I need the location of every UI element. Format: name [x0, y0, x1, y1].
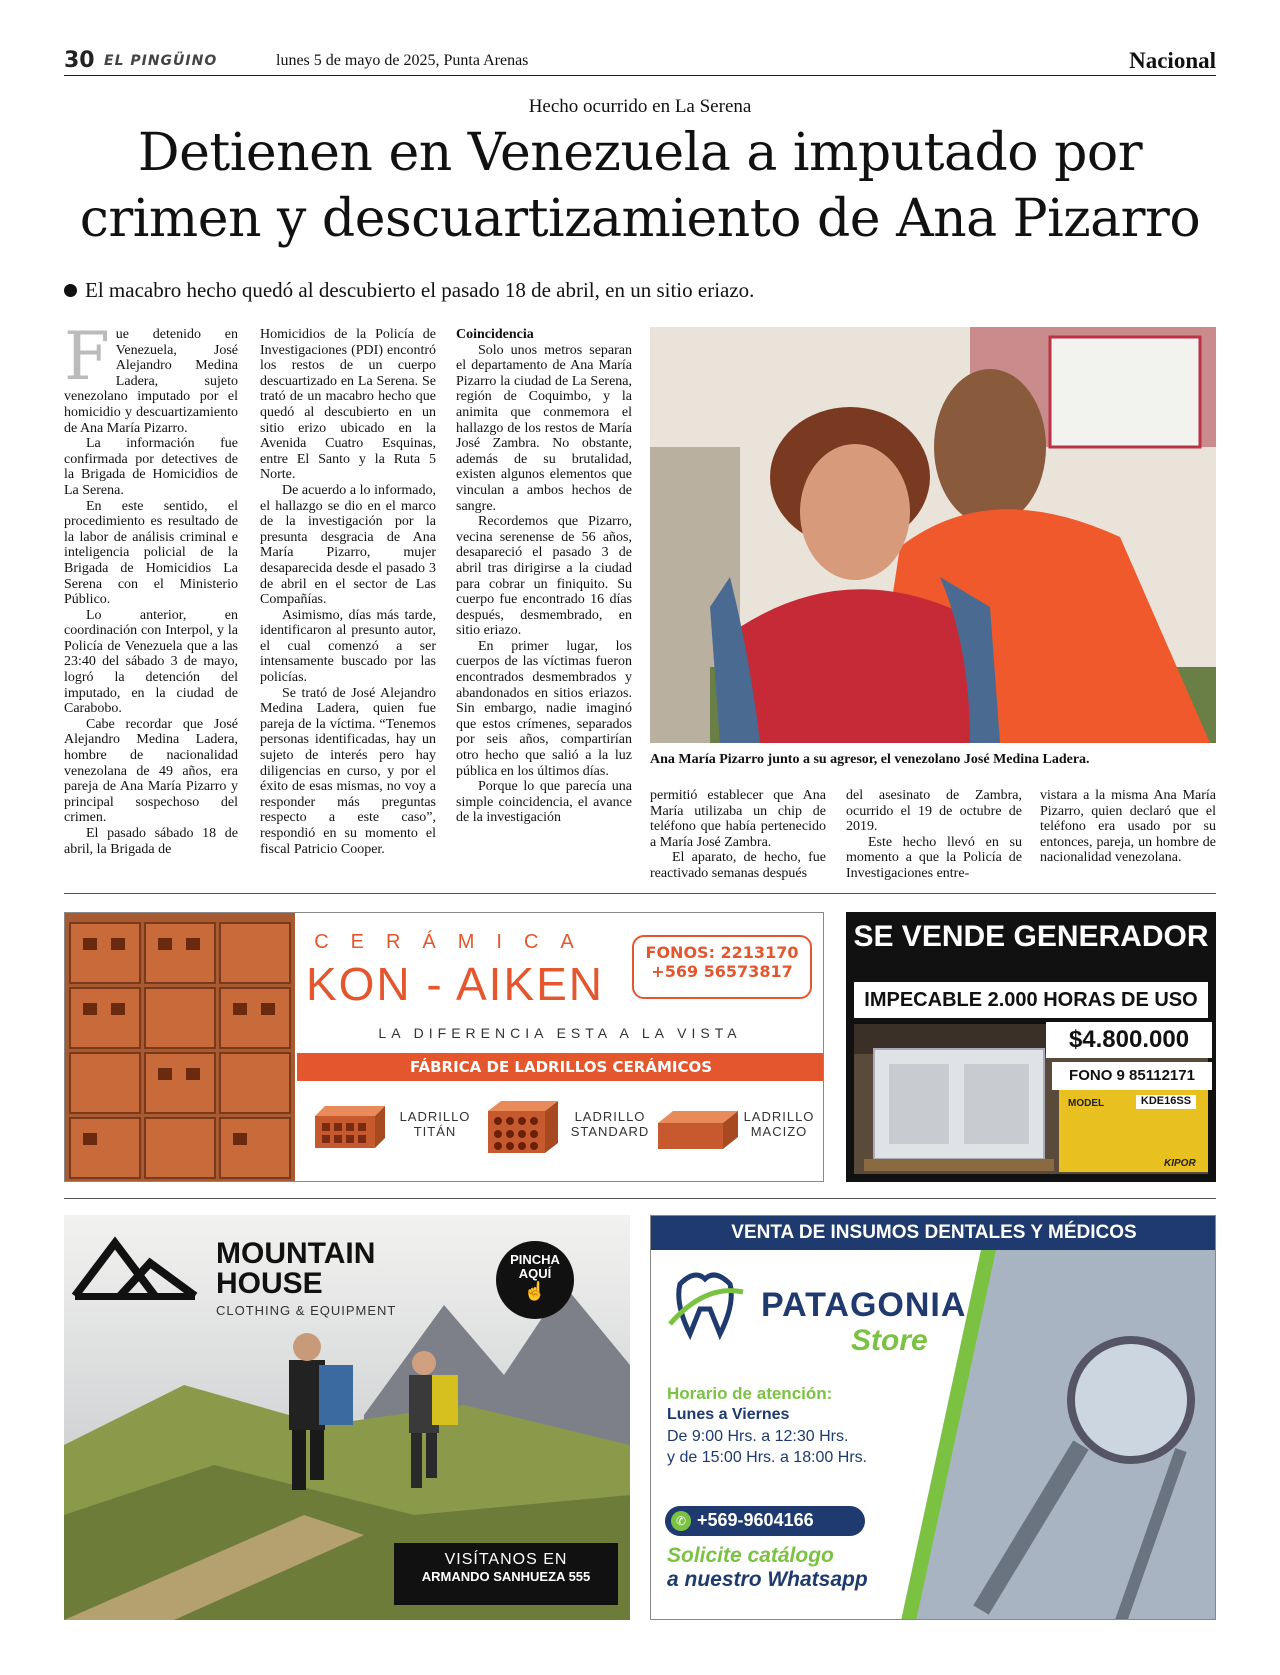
paragraph: Homicidios de la Policía de Investigaciones (PDI) encontró los restos de un cuerpo descuartizado en La Serena. Se trató de un macabro hecho que quedó al descubierto en un sitio erizo ubicado en la Avenida Cuatro Esquinas, entre El Santo y la Ruta 5 Norte.: [260, 327, 436, 483]
phones-box: [632, 935, 812, 999]
paragraph: del asesinato de Zambra, ocurrido el 19 de octubre de 2019.: [846, 788, 1022, 835]
hours-days: Lunes a Viernes: [667, 1406, 790, 1423]
address: ARMANDO SANHUEZA 555: [421, 1569, 591, 1584]
paragraph: permitió establecer que Ana María utilizaba un chip de teléfono que había pertenecido a María José Zambra.: [650, 788, 826, 850]
phone-2: +569 56573817: [651, 962, 793, 981]
article-column-4: [650, 788, 826, 882]
paragraph: Asimismo, días más tarde, identificaron al presunto autor, el cual comenzó a ser intensamente buscado por las policías.: [260, 607, 436, 686]
paragraph: Se trató de José Alejandro Medina Ladera, quien fue pareja de la víctima. “Tenemos personas identificadas, hay un sujeto de interés pero hay diligencias en curso, y por el éxito de esas mismas, no voy a responder más preguntas respecto a este caso”, respondió en su momento el fiscal Patricio Cooper.: [260, 685, 436, 857]
paragraph: Recordemos que Pizarro, vecina serenense de 56 años, desapareció el pasado 3 de abril tras dirigirse a la ciudad para cobrar un finiquito. Su cuerpo fue encontrado 16 días después, desmembrado, en sitio eriazo.: [456, 514, 632, 639]
paragraph: En primer lugar, los cuerpos de las víctimas fueron encontrados desmembrados y abandonados en sitios eriazos. Sin embargo, nadie imaginó que estos crímenes, separados por seis años, compartirían otro hecho que salió a la luz pública en los últimos días.: [456, 638, 632, 779]
phone-number: +569-9604166: [697, 1510, 814, 1530]
photo-caption: Ana María Pizarro junto a su agresor, el venezolano José Medina Ladera.: [650, 752, 1090, 767]
generador-subtitle: IMPECABLE 2.000 HORAS DE USO: [854, 982, 1208, 1018]
generador-title: SE VENDE GENERADOR: [853, 920, 1209, 953]
patagonia-top-banner: VENTA DE INSUMOS DENTALES Y MÉDICOS: [651, 1216, 1216, 1250]
generador-phone: FONO 9 85112171: [1052, 1062, 1212, 1090]
model-value: KDE16SS: [1136, 1095, 1196, 1109]
bricks-photo: [65, 913, 295, 1182]
model-label: MODEL: [1068, 1098, 1105, 1109]
brick-macizo-icon: [653, 1103, 743, 1153]
ad-ceramica-kon-aiken[interactable]: [64, 912, 824, 1182]
mountain-brand: MOUNTAIN HOUSE: [216, 1237, 376, 1300]
store-word: Store: [851, 1324, 928, 1357]
kon-aiken-brand: KON - AIKEN: [305, 958, 605, 1010]
ad-patagonia-store[interactable]: [650, 1215, 1216, 1620]
page-date: lunes 5 de mayo de 2025, Punta Arenas: [276, 52, 529, 69]
bullet-icon: [64, 284, 77, 297]
article-column-3: [456, 327, 632, 826]
mountain-logo-icon: [70, 1231, 200, 1301]
ad-se-vende-generador[interactable]: [846, 912, 1216, 1182]
paragraph: Cabe recordar que José Alejandro Medina Ladera, hombre de nacionalidad venezolana de 49 años, era pareja de Ana María Pizarro y principal sospechoso del crimen.: [64, 716, 238, 826]
article-headline: [40, 120, 1240, 252]
ad-mountain-house[interactable]: [64, 1215, 630, 1620]
headline-line-1: Detienen en Venezuela a imputado por: [137, 123, 1143, 183]
paragraph: Fue detenido en Venezuela, José Alejandro Medina Ladera, sujeto venezolano imputado por el homicidio y descuartizamiento de Ana María Pizarro.: [64, 318, 238, 436]
paragraph: El pasado sábado 18 de abril, la Brigada de: [64, 826, 238, 857]
hours-1: De 9:00 Hrs. a 12:30 Hrs.: [667, 1428, 849, 1445]
brick-titan-icon: [310, 1101, 390, 1151]
photo-illustration: [650, 327, 1216, 743]
article-deck: [64, 278, 754, 303]
paragraph: Lo anterior, en coordinación con Interpol, y la Policía de Venezuela que a las 23:40 del sábado 3 de mayo, logró la detención del imputado, en la ciudad de Carabobo.: [64, 607, 238, 717]
paragraph: En este sentido, el procedimiento es resultado de la labor de análisis criminal e inteligencia policial de la Brigada de Homicidios La Serena con el Ministerio Público.: [64, 498, 238, 608]
divider: [64, 893, 1216, 894]
brick-standard-icon: [483, 1096, 563, 1156]
mountain-address-box: [394, 1543, 618, 1605]
hours-title: Horario de atención:: [667, 1384, 833, 1403]
paragraph: Solo unos metros separan el departamento de Ana María Pizarro la ciudad de La Serena, región de Coquimbo, y la animita que conmemora el hallazgo de los restos de María José Zambra. No obstante, además de su brutalidad, existen algunos elementos que vinculan a ambos hechos de sangre.: [456, 342, 632, 514]
tooth-logo-icon: [665, 1264, 745, 1344]
pincha-aqui-button[interactable]: [496, 1241, 574, 1319]
visit-label: VISÍTANOS EN: [444, 1551, 568, 1568]
newspaper-logo: EL PINGÜINO: [104, 53, 218, 69]
paragraph: Porque lo que parecía una simple coincidencia, el avance de la investigación: [456, 779, 632, 826]
article-column-1: [64, 318, 238, 857]
generador-price: $4.800.000: [1046, 1022, 1212, 1058]
ceramica-word: CERÁMICA: [314, 931, 596, 953]
hand-pointer-icon: ☝: [523, 1281, 547, 1301]
generator-maker: KIPOR: [1164, 1158, 1196, 1169]
divider: [64, 1198, 1216, 1199]
paragraph: vistara a la misma Ana María Pizarro, quien declaró que el teléfono era usado por su entonces, pareja, un hombre de nacionalidad venezolana.: [1040, 788, 1216, 866]
paragraph: La información fue confirmada por detectives de la Brigada de Homicidios de La Serena.: [64, 436, 238, 498]
article-subhead: Coincidencia: [456, 327, 534, 342]
ceramica-slogan: LA DIFERENCIA ESTA A LA VISTA: [378, 1025, 742, 1041]
article-column-5: [846, 788, 1022, 882]
headline-line-2: crimen y descuartizamiento de Ana Pizarro: [79, 189, 1201, 249]
whatsapp-icon: ✆: [671, 1511, 691, 1531]
mountain-tagline: CLOTHING & EQUIPMENT: [216, 1303, 397, 1318]
hours-2: y de 15:00 Hrs. a 18:00 Hrs.: [667, 1449, 868, 1466]
section-name: Nacional: [1129, 48, 1216, 73]
drop-cap: F: [64, 318, 110, 395]
page-number: 30: [64, 48, 95, 73]
cta-line-2: AQUÍ: [518, 1266, 552, 1281]
article-photo: [650, 327, 1216, 743]
product-titan: LADRILLO TITÁN: [399, 1109, 471, 1139]
catalog-cta: Solicite catálogo a nuestro Whatsapp: [667, 1544, 868, 1591]
whatsapp-phone-button[interactable]: [665, 1506, 865, 1536]
article-column-2: [260, 327, 436, 857]
deck-text: El macabro hecho quedó al descubierto el pasado 18 de abril, en un sitio eriazo.: [85, 278, 755, 302]
product-standard: LADRILLO STANDARD: [570, 1109, 650, 1139]
phone-1: FONOS: 2213170: [645, 943, 799, 962]
article-column-6: [1040, 788, 1216, 866]
page-header: [64, 48, 1216, 76]
paragraph: De acuerdo a lo informado, el hallazgo se dio en el marco de la investigación por la presunta desgracia de Ana María Pizarro, mujer desaparecida desde el pasado 3 de abril en el sector de Las Compañías.: [260, 482, 436, 608]
patagonia-brand: PATAGONIA: [761, 1286, 967, 1324]
cta-line-1: PINCHA: [510, 1252, 560, 1267]
product-macizo: LADRILLO MACIZO: [743, 1109, 815, 1139]
paragraph: Este hecho llevó en su momento a que la Policía de Investigaciones entre-: [846, 834, 1022, 881]
paragraph: El aparato, de hecho, fue reactivado semanas después: [650, 850, 826, 881]
article-kicker: Hecho ocurrido en La Serena: [528, 96, 752, 117]
ceramica-banner: FÁBRICA DE LADRILLOS CERÁMICOS: [297, 1053, 824, 1081]
